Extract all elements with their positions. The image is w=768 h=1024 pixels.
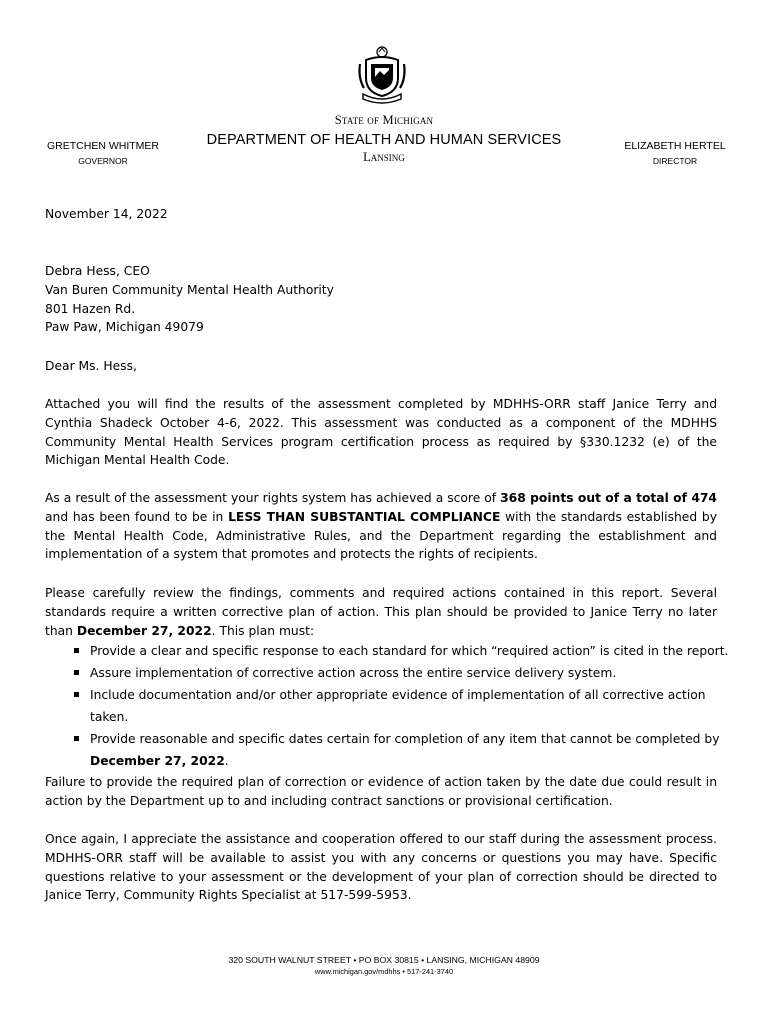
list-item-text: Provide a clear and specific response to each standard for which “required action” is cited in the report. — [90, 644, 729, 658]
list-item-text-continued: taken. — [90, 710, 129, 724]
salutation: Dear Ms. Hess, — [45, 359, 137, 373]
list-item-text: Assure implementation of corrective action across the entire service delivery system. — [90, 666, 617, 680]
paragraph-1: Attached you will find the results of the assessment completed by MDHHS-ORR staff Janice Terry and Cynthia Shadeck October 4-6, 2022. This assessment was conducted as a component of the MDHHS Community Mental Health Services program certification process as required by §330.1232 (e) of the Michigan Mental Health Code. — [45, 397, 717, 468]
governor-title: GOVERNOR — [78, 156, 128, 166]
requirements-list — [72, 640, 729, 772]
recipient-name: Debra Hess, CEO — [45, 264, 150, 278]
list-item — [72, 728, 720, 772]
list-item-text: Include documentation and/or other appropriate evidence of implementation of all corrective action — [90, 688, 706, 702]
list-item — [72, 640, 729, 662]
score-text: 368 points out of a total of 474 — [500, 491, 717, 505]
paragraph-3 — [45, 584, 717, 640]
list-item-text: Provide reasonable and specific dates certain for completion of any item that cannot be completed by — [90, 732, 720, 746]
paragraph-2-text-b: and has been found to be in — [45, 509, 229, 524]
recipient-street: 801 Hazen Rd. — [45, 301, 136, 316]
recipient-organization: Van Buren Community Mental Health Authority — [45, 282, 334, 297]
bullet-icon — [74, 692, 79, 697]
paragraph-5: Once again, I appreciate the assistance and cooperation offered to our staff during the assessment process. MDHHS-ORR staff will be available to assist you with any concerns or questions you may have. Specific questions relative to your assessment or the development of your plan of correction should be directed to Janice Terry, Community Rights Specialist at 517-599-5953. — [45, 832, 717, 903]
state-seal-icon — [356, 44, 408, 106]
recipient-block — [45, 262, 717, 337]
director-title: DIRECTOR — [652, 156, 698, 166]
paragraph-4: Failure to provide the required plan of correction or evidence of action taken by the date due could result in action by the Department up to and including contract sanctions or provisional certification. — [45, 775, 717, 808]
paragraph-3-text-b: . This plan must: — [211, 623, 315, 638]
city-name: Lansing — [363, 150, 405, 164]
letter-date: November 14, 2022 — [45, 207, 168, 221]
director-name: ELIZABETH HERTEL — [624, 140, 726, 152]
bullet-icon — [74, 736, 79, 741]
bullet-icon — [74, 648, 79, 653]
paragraph-3-text-a: Please carefully review the findings, comments and required actions contained in this report. Several standards require a written corrective plan of action. This plan should be provided to Janice Terry no later than — [45, 586, 717, 638]
state-name: State of Michigan — [334, 113, 434, 127]
recipient-city: Paw Paw, Michigan 49079 — [45, 320, 204, 335]
department-name: DEPARTMENT OF HEALTH AND HUMAN SERVICES — [206, 132, 562, 148]
compliance-status: LESS THAN SUBSTANTIAL COMPLIANCE — [228, 509, 501, 524]
bullet-icon — [74, 670, 79, 675]
paragraph-2-text-a: As a result of the assessment your rights system has achieved a score of — [45, 491, 501, 505]
list-item — [72, 684, 720, 728]
footer-contact: www.michigan.gov/mdhhs • 517-241-3740 — [314, 967, 454, 976]
paragraph-2 — [45, 489, 717, 564]
list-item-period: . — [224, 754, 229, 768]
governor-name: GRETCHEN WHITMER — [47, 140, 159, 152]
list-item — [72, 662, 720, 684]
footer-address: 320 SOUTH WALNUT STREET • PO BOX 30815 • LANSING, MICHIGAN 48909 — [228, 955, 540, 965]
due-date: December 27, 2022 — [76, 623, 212, 638]
paragraph-2-text-c: with the standards established by the Mental Health Code, Administrative Rules, and the Department regarding the establishment and implementation of a system that promotes and protects the rights of recipients. — [45, 509, 717, 562]
list-item-due-date: December 27, 2022 — [90, 754, 225, 768]
